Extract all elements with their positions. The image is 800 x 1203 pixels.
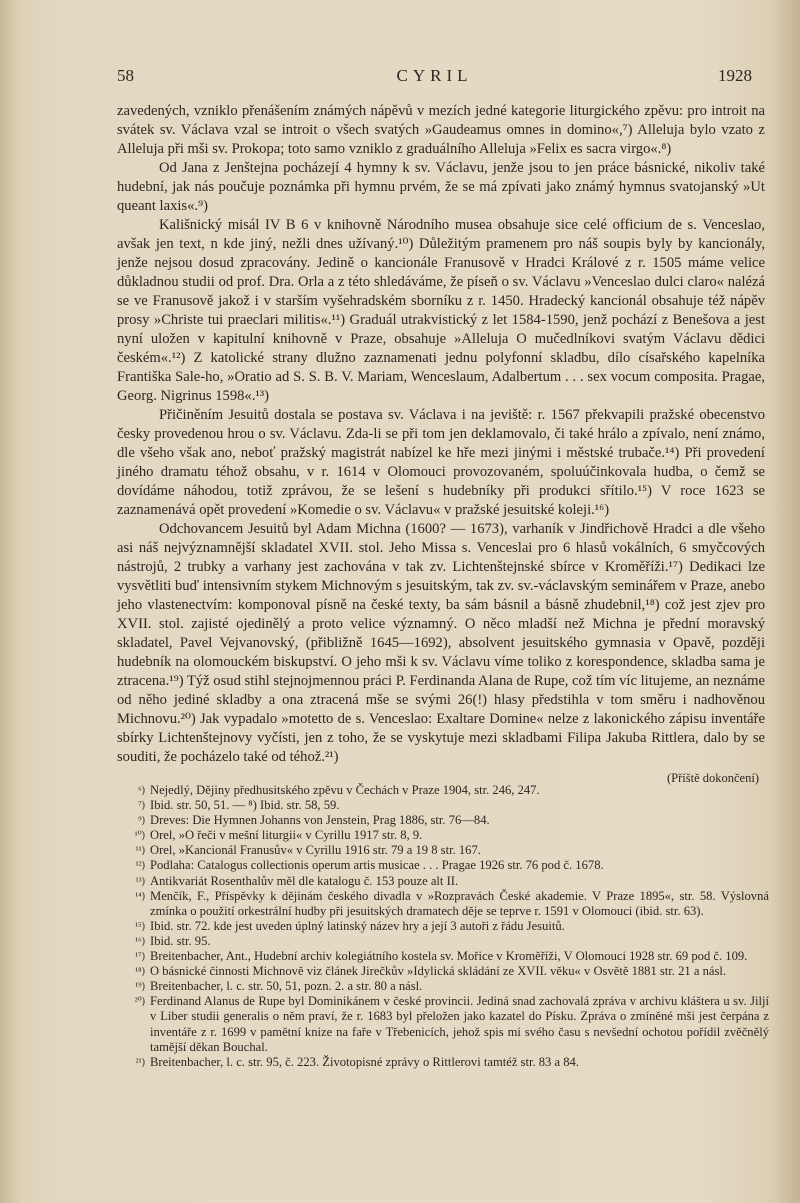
footnote-number: ¹²) xyxy=(135,860,145,872)
footnote-text: Antikvariát Rosenthalův měl dle katalogu č. 153 pouze alt II. xyxy=(150,873,459,888)
footnote-text: O básnické činnosti Michnově viz článek Jirečkův »Idylická skládání ze XVII. věku« v Osvětě 1881 str. 21 a násl. xyxy=(150,964,727,979)
footnotes xyxy=(117,783,769,1070)
footnote xyxy=(117,994,769,1054)
footnote-text: Podlaha: Catalogus collectionis operum artis musicae . . . Pragae 1926 str. 76 pod č. 1678. xyxy=(150,858,604,873)
footnote-number: ¹⁴) xyxy=(135,890,145,902)
footnote xyxy=(117,828,769,843)
footnote-number: ²¹) xyxy=(135,1056,145,1068)
footnote-number: ¹⁶) xyxy=(135,935,145,947)
footnote-text: Nejedlý, Dějiny předhusitského zpěvu v Čechách v Praze 1904, str. 246, 247. xyxy=(150,783,540,797)
footnote xyxy=(117,949,769,964)
paragraph-3: Kališnický misál IV B 6 v knihovně Národního musea obsahuje sice celé officium de s. Venceslao, avšak jen text, n kde jiný, nežli dnes užívaný.¹⁰) Důležitým pramenem pro náš soupis byly by kancionály, jenže nejsou dosud zpracovány. Jedině o kancionále Franusově v Hradci Králové z r. 1505 máme velice důkladnou studii od prof. Dra. Orla a z této shledáváme, že píseň o sv. Václavu »Venceslao dulci claro« nalézá se ve Franusově jakož i v starším vyšehradském sborníku z r. 1450. Hradecký kancionál obsahuje též nápěv prosy »Christe tui praeclari militis«.¹¹) Graduál utrakvistický z let 1584-1590, jenž pochází z Benešova a jest nyní uložen v kapitulní knihovně v Praze, obsahuje »Alleluja O mučedlníkovi svatým Václavu dědici českém«.¹²) Z katolické strany dlužno zaznamenati jednu polyfonní skladbu, dílo císařského kapelníka Františka Sale-ho, »Oratio ad S. S. B. V. Mariam, Wenceslaum, Adalbertum . . . sex vocum composita. Pragae, Georg. Nigrinus 1598«.¹³) xyxy=(117,217,765,404)
footnote-number: ⁹) xyxy=(138,815,145,827)
footnote-text: Menčík, F., Příspěvky k dějinám českého divadla v »Rozpravách České akademie. V Praze 1895«, str. 58. Výslovná zmínka o použití orkestrální hudby při jesuitských dramatech děje se teprve r. 1591 v Olomouci (ibid. str. 63). xyxy=(150,888,769,918)
footnote-text: Orel, »Kancionál Franusův« v Cyrillu 1916 str. 79 a 19 8 str. 167. xyxy=(150,843,481,858)
footnote xyxy=(117,858,769,873)
footnote-text: Ferdinand Alanus de Rupe byl Dominikánem v české provincii. Jediná snad zachovalá zpráva v archivu kláštera u sv. Jiljí v Liber studii generalis o něm praví, že r. 1683 byl přeložen jako kazatel do Písku. Zpráva o zmíněné mši jest čerpána z inventáře z r. 1699 v pamětní knize na faře v Třebenicích, jehož spis mi svého času s nevšední ochotou pořídil zvěčnělý tamější děkan Bouchal. xyxy=(150,994,769,1054)
journal-year: 1928 xyxy=(718,66,752,85)
footnote-number: ²⁰) xyxy=(134,996,145,1008)
paragraph-4: Přičiněním Jesuitů dostala se postava sv. Václava i na jeviště: r. 1567 překvapili pražské obecenstvo česky provedenou hrou o sv. Václavu. Zda-li se při tom jen deklamovalo, či také hrálo a zpívalo, není známo, dle všeho však ano, neboť pražský magistrát nabízel ke hře mezi jinými i městské trubače.¹⁴) Při provedení jiného dramatu téhož obsahu, v r. 1614 v Olomouci provozovaném, spoluúčinkovala hudba, o čemž se dovídáme náhodou, totiž zprávou, že se lešení s hudebníky při produkci sřítilo.¹⁵) V roce 1623 se zaznamenává opět provedení »Komedie o sv. Václavu« v pražské jesuitské koleji.¹⁶) xyxy=(117,407,765,518)
journal-title: CYRIL xyxy=(396,66,473,85)
footnote-number: ¹⁸) xyxy=(135,966,145,978)
continuation-note: (Příště dokončení) xyxy=(667,771,759,785)
footnote xyxy=(117,783,769,798)
footnote xyxy=(117,979,769,994)
paragraph-2: Od Jana z Jenštejna pocházejí 4 hymny k sv. Václavu, jenže jsou to jen práce básnické, nikoliv také hudební, jak nás poučuje poznámka při hymnu prvém, že se má zpívati jako známý hymnus svatojanský »Ut queant laxis«.⁹) xyxy=(117,160,765,214)
article-body xyxy=(117,102,765,788)
footnote-text: Breitenbacher, Ant., Hudební archiv kolegiátního kostela sv. Mořice v Kroměříži, V Olomouci 1928 str. 69 pod č. 109. xyxy=(150,949,748,964)
footnote-number: ¹¹) xyxy=(135,845,145,857)
footnote xyxy=(117,889,769,919)
footnote-text: Ibid. str. 50, 51. — ⁸) Ibid. str. 58, 59. xyxy=(150,798,340,813)
footnote-text: Ibid. str. 95. xyxy=(150,933,211,948)
footnote-number: ¹⁰) xyxy=(134,830,145,842)
page-header xyxy=(117,66,752,90)
footnote-number: ⁷) xyxy=(138,800,145,812)
footnote-text: Breitenbacher, l. c. str. 50, 51, pozn. 2. a str. 80 a násl. xyxy=(150,979,423,994)
footnote-number: ¹⁷) xyxy=(135,951,145,963)
footnote xyxy=(117,919,769,934)
page-number: 58 xyxy=(117,66,134,85)
paragraph-1: zavedených, vzniklo přenášením známých nápěvů v mezích jedné kategorie liturgického zpěvu: pro introit na svátek sv. Václava vzal se introit o všech svatých »Gaudeamus omnes in domino«,⁷) Alleluja bylo vzato z Alleluja při mši sv. Prokopa; toto samo vzniklo z graduálního Alleluja »Felix es sacra virgo«.⁸) xyxy=(117,103,765,157)
footnote-number: ¹³) xyxy=(135,875,145,887)
footnote-number: ¹⁹) xyxy=(135,981,145,993)
footnote xyxy=(117,1055,769,1070)
footnote xyxy=(117,934,769,949)
footnote xyxy=(117,964,769,979)
footnote-text: Ibid. str. 72. kde jest uveden úplný latinský název hry a její 3 autoři z řádu Jesuitů. xyxy=(150,918,565,933)
footnote-text: Breitenbacher, l. c. str. 95, č. 223. Životopisné zprávy o Rittlerovi tamtéž str. 83 a 84. xyxy=(150,1054,579,1069)
footnote-number: ⁶) xyxy=(138,785,145,796)
paragraph-5: Odchovancem Jesuitů byl Adam Michna (1600? — 1673), varhaník v Jindřichově Hradci a dle všeho asi náš nejvýznamnější skladatel XVII. stol. Jeho Missa s. Venceslai pro 6 hlasů vokálních, 6 smyčcových nástrojů, 2 trubky a varhany jest zachována v tak zv. Lichtenštejnské sbírce v Kroměříži.¹⁷) Dedikaci lze vysvětliti buď intensivním stykem Michnovým s jesuitským, tak zv. sv.-václavským seminářem v Praze, anebo jeho vlastenectvím: komponoval písně na české texty, ba sám básnil a básně zhudebnil,¹⁸) což jest zjev pro XVII. stol. zajisté ojedinělý a proto velice významný. O něco mladší než Michna je přední moravský skladatel, Pavel Vejvanovský, (přibližně 1645—1692), absolvent jesuitského gymnasia v Opavě, později hudebník na olomouckém biskupství. O jeho mši k sv. Václavu víme toliko z korespondence, skladba sama je ztracena.¹⁹) Týž osud stihl stejnojmennou práci P. Ferdinanda Alana de Rupe, což tím víc litujeme, an neznáme od něho jediné skladby a ona ztracená mše se svými 26(!) hlasy předstihla v tom směru i nadhověnou Michnovu.²⁰) Jak vypadalo »motetto de s. Venceslao: Exaltare Domine« nelze z lakonického zápisu inventáře sbírky Lichtenštejnovy vyčísti, jen z toho, že se vyskytuje mezi skladbami Filipa Jakuba Rittlera, dalo by se souditi, že pocházelo také od téhož.²¹) xyxy=(117,521,765,765)
footnote xyxy=(117,798,769,813)
footnote xyxy=(117,874,769,889)
footnote-text: Dreves: Die Hymnen Johanns von Jenstein, Prag 1886, str. 76—84. xyxy=(150,813,490,828)
footnote-number: ¹⁵) xyxy=(135,920,145,932)
footnote xyxy=(117,843,769,858)
footnote xyxy=(117,813,769,828)
footnote-text: Orel, »O řeči v mešní liturgii« v Cyrillu 1917 str. 8, 9. xyxy=(150,828,423,843)
